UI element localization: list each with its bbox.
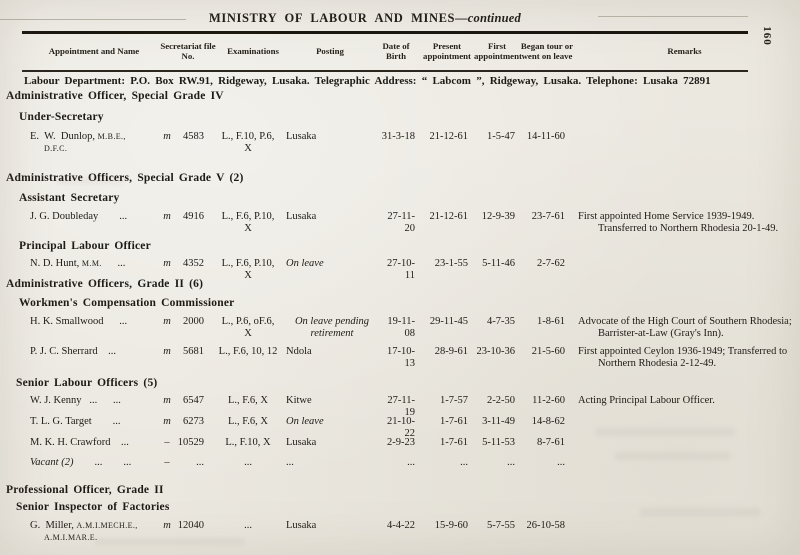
cell-first-appointment: 5-7-55 <box>487 520 515 531</box>
cell-first-appointment: 5-11-46 <box>482 258 515 269</box>
officer-name: N. D. Hunt, <box>30 258 82 269</box>
subsection-heading-principal-labour-officer: Principal Labour Officer <box>19 240 151 252</box>
cell-file-no: 6547 <box>183 395 204 406</box>
cell-file-no: 10529 <box>177 437 204 448</box>
cell-began-tour: 8-7-61 <box>537 437 565 448</box>
cell-dob: 2-9-23 <box>387 437 415 448</box>
officer-honors-line2: D.F.C. <box>44 143 68 153</box>
column-header-posting: Posting <box>316 46 344 57</box>
cell-dob: 27-11-19 <box>387 395 415 418</box>
subsection-heading-senior-labour-officers: Senior Labour Officers (5) <box>16 377 158 389</box>
table-row-kenny <box>30 395 795 418</box>
subsection-heading-senior-inspector-factories: Senior Inspector of Factories <box>16 501 170 513</box>
cell-name <box>30 520 158 543</box>
cell-marital: – <box>164 457 170 468</box>
cell-name <box>30 346 158 369</box>
cell-file-no: 4352 <box>183 258 204 269</box>
cell-examinations: L., P.6, oF.6, X <box>221 316 275 339</box>
cell-name <box>30 131 158 154</box>
cell-first-appointment: 4-7-35 <box>487 316 515 327</box>
column-header-began: Began tour or went on leave <box>520 41 574 61</box>
cell-examinations: L., F.6, X <box>228 416 268 427</box>
cell-file-no: 2000 <box>183 316 204 327</box>
cell-remarks <box>572 437 795 449</box>
cell-posting: On leave <box>286 416 324 427</box>
cell-examinations: L., F.6, P.10, X <box>221 211 275 234</box>
cell-first-appointment: ... <box>507 457 515 468</box>
department-line: Labour Department: P.O. Box RW.91, Ridgeway, Lusaka. Telegraphic Address: “ Labcom ”, Ridgeway, Lusaka. Telephone: Lusaka 72891 <box>24 75 711 87</box>
dot-leader: ... <box>97 346 117 357</box>
cell-posting: Lusaka <box>286 520 317 531</box>
cell-examinations: ... <box>244 457 252 468</box>
table-header-rule <box>22 70 748 72</box>
cell-posting: Lusaka <box>286 211 317 222</box>
cell-remarks <box>572 457 795 469</box>
cell-dob: 27-10-11 <box>387 258 415 281</box>
cell-dob: 21-10-22 <box>387 416 415 439</box>
table-row-sherrard <box>30 346 795 369</box>
cell-began-tour: 14-11-60 <box>526 131 565 142</box>
cell-marital: m <box>163 416 171 427</box>
cell-marital: m <box>163 316 171 327</box>
cell-file-no: 4583 <box>183 131 204 142</box>
dot-leader: ... ... <box>73 457 132 468</box>
subsection-heading-under-secretary: Under-Secretary <box>19 111 104 123</box>
cell-present-appointment: 1-7-61 <box>440 416 468 427</box>
cell-name <box>30 416 158 439</box>
column-header-remarks: Remarks <box>667 46 702 57</box>
dot-leader: ... <box>101 258 126 269</box>
cell-remarks <box>572 520 795 543</box>
table-header-row <box>30 36 795 68</box>
cell-marital: m <box>163 395 171 406</box>
cell-dob: 27-11-20 <box>387 211 415 234</box>
cell-present-appointment: 21-12-61 <box>429 211 468 222</box>
cell-posting: Lusaka <box>286 131 317 142</box>
column-header-dob: Date of Birth <box>382 41 410 61</box>
cell-present-appointment: 21-12-61 <box>429 131 468 142</box>
officer-name: W. J. Kenny ... <box>30 395 98 406</box>
cell-remarks <box>572 131 795 154</box>
cell-present-appointment: 1-7-57 <box>440 395 468 406</box>
cell-present-appointment: ... <box>460 457 468 468</box>
cell-dob: 4-4-22 <box>387 520 415 531</box>
cell-began-tour: 2-7-62 <box>537 258 565 269</box>
cell-file-no: 5681 <box>183 346 204 357</box>
cell-began-tour: ... <box>557 457 565 468</box>
officer-name: P. J. C. Sherrard <box>30 346 98 357</box>
section-heading-professional-officer-ii: Professional Officer, Grade II <box>6 484 164 496</box>
cell-file-no: 12040 <box>177 520 204 531</box>
table-top-rule <box>22 31 748 34</box>
dot-leader: ... <box>110 437 129 448</box>
cell-began-tour: 14-8-62 <box>531 416 565 427</box>
officer-name: M. K. H. Crawford <box>30 437 111 448</box>
cell-examinations: L., F.6, 10, 12 <box>218 346 278 357</box>
cell-present-appointment: 1-7-61 <box>440 437 468 448</box>
cell-file-no: ... <box>196 457 204 468</box>
table-row-crawford <box>30 437 795 449</box>
cell-remarks <box>572 416 795 439</box>
cell-began-tour: 23-7-61 <box>531 211 565 222</box>
cell-began-tour: 26-10-58 <box>526 520 565 531</box>
cell-first-appointment: 2-2-50 <box>487 395 515 406</box>
cell-dob: 19-11-08 <box>387 316 415 339</box>
dot-leader: ... <box>91 416 121 427</box>
cell-first-appointment: 1-5-47 <box>487 131 515 142</box>
officer-name: E. W. Dunlop, <box>30 131 98 142</box>
officer-name: G. Miller, <box>30 520 77 531</box>
cell-remarks: Acting Principal Labour Officer. <box>578 395 715 406</box>
cell-dob: 17-10-13 <box>387 346 415 369</box>
cell-name <box>30 211 158 234</box>
subsection-heading-assistant-secretary: Assistant Secretary <box>19 192 120 204</box>
subsection-heading-workmens-compensation: Workmen's Compensation Commissioner <box>19 297 235 309</box>
table-row-vacant <box>30 457 795 469</box>
cell-posting: Kitwe <box>286 395 312 406</box>
cell-remarks: First appointed Ceylon 1936-1949; Transferred to Northern Rhodesia 2-12-49. <box>578 346 788 369</box>
officer-honors: M.M. <box>81 259 102 268</box>
page-title <box>150 11 580 26</box>
section-heading-admin-officer-iv: Administrative Officer, Special Grade IV <box>6 90 224 102</box>
cell-file-no: 6273 <box>183 416 204 427</box>
page-number: 160 <box>761 26 773 46</box>
table-row-miller <box>30 520 795 543</box>
officer-honors: A.M.I.MECH.E., <box>76 521 138 530</box>
section-heading-admin-officers-ii: Administrative Officers, Grade II (6) <box>6 278 204 290</box>
cell-first-appointment: 23-10-36 <box>476 346 515 357</box>
cell-remarks <box>572 258 795 281</box>
cell-began-tour: 11-2-60 <box>532 395 565 406</box>
cell-remarks: First appointed Home Service 1939-1949. Transferred to Northern Rhodesia 20-1-49. <box>578 211 779 234</box>
column-header-secretariat: Secretariat file No. <box>160 41 216 61</box>
cell-examinations: L., F.6, P.10, X <box>221 258 275 281</box>
cell-dob: 31-3-18 <box>381 131 415 142</box>
table-row-dunlop <box>30 131 795 154</box>
officer-name: H. K. Smallwood <box>30 316 104 327</box>
dot-leader: ... <box>103 316 128 327</box>
cell-first-appointment: 5-11-53 <box>482 437 515 448</box>
officer-honors-line2: A.M.I.MAR.E. <box>44 532 98 542</box>
dot-leader: ... <box>98 211 128 222</box>
cell-began-tour: 21-5-60 <box>531 346 565 357</box>
cell-first-appointment: 12-9-39 <box>481 211 515 222</box>
cell-remarks: Advocate of the High Court of Southern Rhodesia; Barrister-at-Law (Gray's Inn). <box>578 316 792 339</box>
vacancy-label: Vacant (2) <box>30 457 74 468</box>
column-header-appointment: Appointment and Name <box>48 46 140 57</box>
cell-present-appointment: 15-9-60 <box>434 520 468 531</box>
cell-began-tour: 1-8-61 <box>537 316 565 327</box>
cell-marital: m <box>163 211 171 222</box>
table-row-doubleday <box>30 211 795 234</box>
scan-artifact <box>640 508 760 516</box>
dot-leader: ... <box>97 395 121 406</box>
cell-marital: m <box>163 131 171 142</box>
cell-examinations: L., F.10, X <box>225 437 271 448</box>
cell-marital: m <box>163 520 171 531</box>
cell-posting: Ndola <box>286 346 312 357</box>
page-title-text: MINISTRY OF LABOUR AND MINES <box>209 11 456 25</box>
cell-examinations: ... <box>244 520 252 531</box>
cell-marital: m <box>163 258 171 269</box>
column-header-first: First appointment <box>474 41 522 61</box>
cell-file-no: 4916 <box>183 211 204 222</box>
cell-marital: m <box>163 346 171 357</box>
column-header-present: Present appointment <box>423 41 471 61</box>
cell-examinations: L., F.10, P.6, X <box>221 131 275 154</box>
scan-hairline-right <box>598 16 748 17</box>
cell-examinations: L., F.6, X <box>228 395 268 406</box>
section-heading-admin-officers-v: Administrative Officers, Special Grade V (2) <box>6 172 244 184</box>
table-row-target <box>30 416 795 439</box>
cell-first-appointment: 3-11-49 <box>482 416 515 427</box>
cell-dob: ... <box>407 457 415 468</box>
cell-name <box>30 316 158 339</box>
cell-posting: On leave pending retirement <box>294 316 370 339</box>
officer-name: J. G. Doubleday <box>30 211 99 222</box>
table-row-smallwood <box>30 316 795 339</box>
column-header-examinations: Examinations <box>227 46 279 57</box>
cell-posting: ... <box>286 457 294 468</box>
cell-name <box>30 437 158 449</box>
page-title-continued: —continued <box>455 11 521 25</box>
cell-present-appointment: 23-1-55 <box>434 258 468 269</box>
officer-name: T. L. G. Target <box>30 416 92 427</box>
cell-present-appointment: 28-9-61 <box>434 346 468 357</box>
officer-honors: M.B.E., <box>97 132 126 141</box>
cell-marital: – <box>164 437 170 448</box>
cell-name <box>30 457 158 469</box>
cell-posting: On leave <box>286 258 324 269</box>
cell-name <box>30 395 158 418</box>
cell-posting: Lusaka <box>286 437 317 448</box>
cell-present-appointment: 29-11-45 <box>429 316 468 327</box>
